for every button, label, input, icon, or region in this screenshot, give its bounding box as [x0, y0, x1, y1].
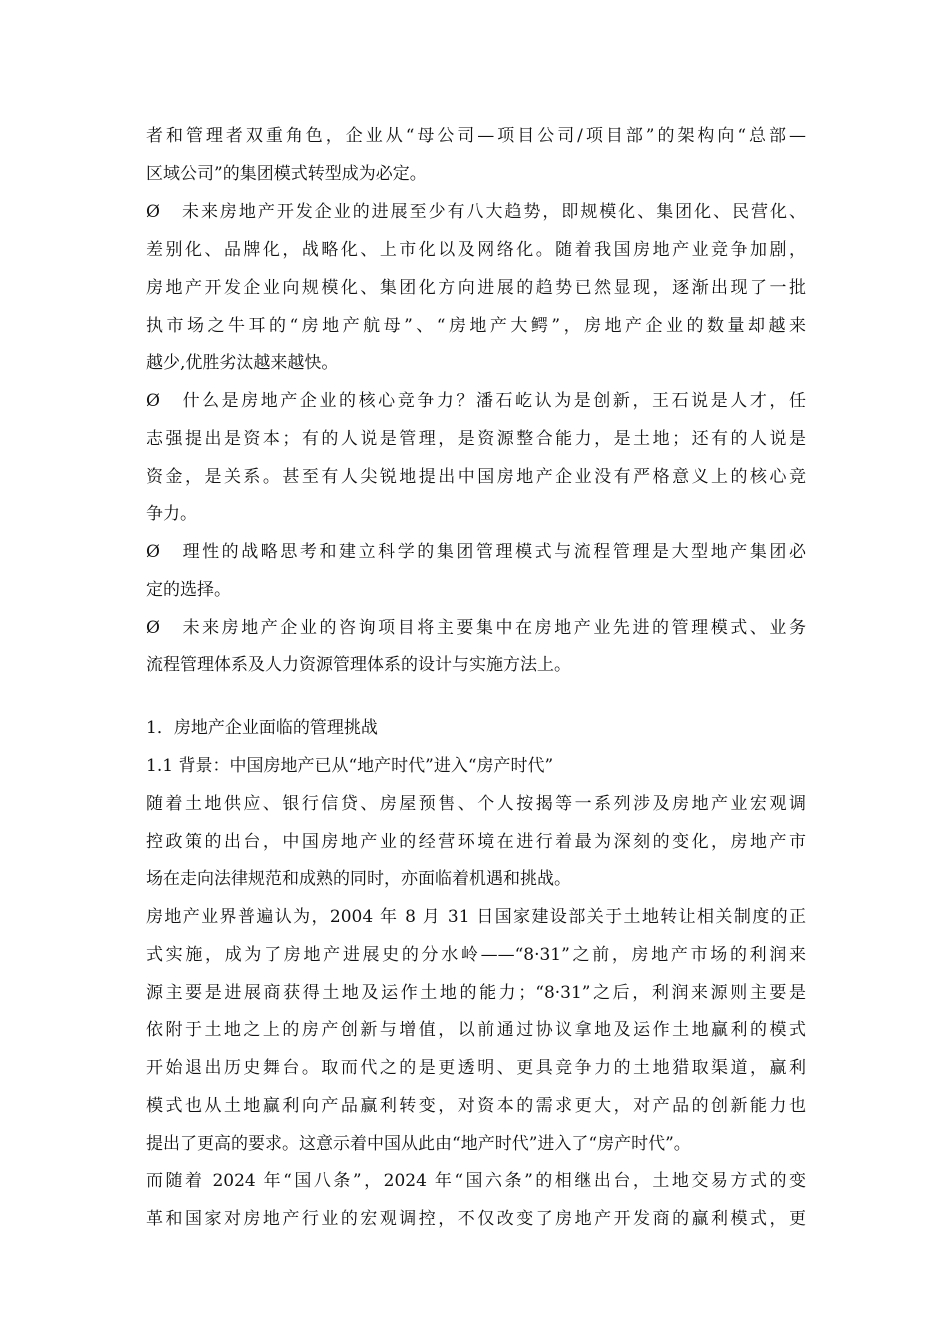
line-text: 控政策的出台，中国房地产业的经营环境在进行着最为深刻的变化，房地产市: [146, 832, 806, 852]
line-text: 革和国家对房地产行业的宏观调控，不仅改变了房地产开发商的赢利模式，更: [146, 1209, 806, 1229]
bullet-icon: Ø: [146, 618, 160, 638]
line-text: 随着土地供应、银行信贷、房屋预售、个人按揭等一系列涉及房地产业宏观调: [146, 794, 806, 814]
line-text: 者和管理者双重角色，企业从“母公司—项目公司/项目部”的架构向“总部—: [146, 126, 806, 146]
text-line: [146, 427, 806, 451]
line-text: 1．房地产企业面临的管理挑战: [146, 718, 378, 738]
bullet-icon: Ø: [146, 202, 160, 222]
line-text: 志强提出是资本；有的人说是管理，是资源整合能力，是土地；还有的人说是: [146, 429, 806, 449]
text-line: [146, 200, 806, 224]
text-line: [146, 792, 806, 816]
text-line: [146, 867, 806, 891]
text-line: [146, 314, 806, 338]
text-line: [146, 1207, 806, 1231]
line-text: 未来房地产企业的咨询项目将主要集中在房地产业先进的管理模式、业务: [180, 618, 806, 638]
text-line: [146, 1132, 806, 1156]
line-text: 理性的战略思考和建立科学的集团管理模式与流程管理是大型地产集团必: [180, 542, 806, 562]
text-line: [146, 943, 806, 967]
line-text: 而随着 2024 年“国八条”，2024 年“国六条”的相继出台，土地交易方式的变: [146, 1171, 806, 1191]
line-text: 依附于土地之上的房产创新与增值，以前通过协议拿地及运作土地赢利的模式: [146, 1020, 806, 1040]
text-line: [146, 351, 806, 375]
line-text: 越少,优胜劣汰越来越快。: [146, 353, 339, 373]
text-line: [146, 276, 806, 300]
line-text: 资金，是关系。甚至有人尖锐地提出中国房地产企业没有严格意义上的核心竞: [146, 467, 806, 487]
text-line: [146, 578, 806, 602]
text-line: [146, 465, 806, 489]
text-line: [146, 653, 806, 677]
text-line: [146, 905, 806, 929]
line-text: 源主要是进展商获得土地及运作土地的能力；“8·31”之后，利润来源则主要是: [146, 983, 806, 1003]
text-line: [146, 981, 806, 1005]
text-line: [146, 716, 806, 740]
text-line: [146, 1056, 806, 1080]
line-text: 房地产开发企业向规模化、集团化方向进展的趋势已然显现，逐渐出现了一批: [146, 278, 806, 298]
line-text: 流程管理体系及人力资源管理体系的设计与实施方法上。: [146, 655, 571, 675]
text-line: [146, 502, 806, 526]
text-line: [146, 830, 806, 854]
line-text: 什么是房地产企业的核心竞争力？潘石屹认为是创新，王石说是人才，任: [180, 391, 806, 411]
text-line: [146, 616, 806, 640]
text-line: [146, 124, 806, 148]
line-text: 开始退出历史舞台。取而代之的是更透明、更具竞争力的土地猎取渠道，赢利: [146, 1058, 806, 1078]
text-line: [146, 754, 806, 778]
line-text: 房地产业界普遍认为，2004 年 8 月 31 日国家建设部关于土地转让相关制度的正: [146, 907, 806, 927]
line-text: 提出了更高的要求。这意示着中国从此由“地产时代”进入了“房产时代”。: [146, 1134, 691, 1154]
line-text: 执市场之牛耳的“房地产航母”、“房地产大鳄”，房地产企业的数量却越来: [146, 316, 806, 336]
line-text: 1.1 背景：中国房地产已从“地产时代”进入“房产时代”: [146, 756, 554, 776]
line-text: 差别化、品牌化，战略化、上市化以及网络化。随着我国房地产业竞争加剧，: [146, 240, 806, 260]
text-line: [146, 1018, 806, 1042]
line-text: 争力。: [146, 504, 197, 524]
text-line: [146, 162, 806, 186]
line-text: 未来房地产开发企业的进展至少有八大趋势，即规模化、集团化、民营化、: [180, 202, 806, 222]
line-text: 定的选择。: [146, 580, 231, 600]
line-text: 区域公司”的集团模式转型成为必定。: [146, 164, 427, 184]
bullet-icon: Ø: [146, 542, 160, 562]
text-line: [146, 389, 806, 413]
bullet-icon: Ø: [146, 391, 160, 411]
line-text: 式实施，成为了房地产进展史的分水岭——“8·31”之前，房地产市场的利润来: [146, 945, 806, 965]
line-text: 场在走向法律规范和成熟的同时，亦面临着机遇和挑战。: [146, 869, 571, 889]
text-line: [146, 238, 806, 262]
text-line: [146, 1169, 806, 1193]
text-line: [146, 540, 806, 564]
line-text: 模式也从土地赢利向产品赢利转变，对资本的需求更大，对产品的创新能力也: [146, 1096, 806, 1116]
text-line: [146, 1094, 806, 1118]
